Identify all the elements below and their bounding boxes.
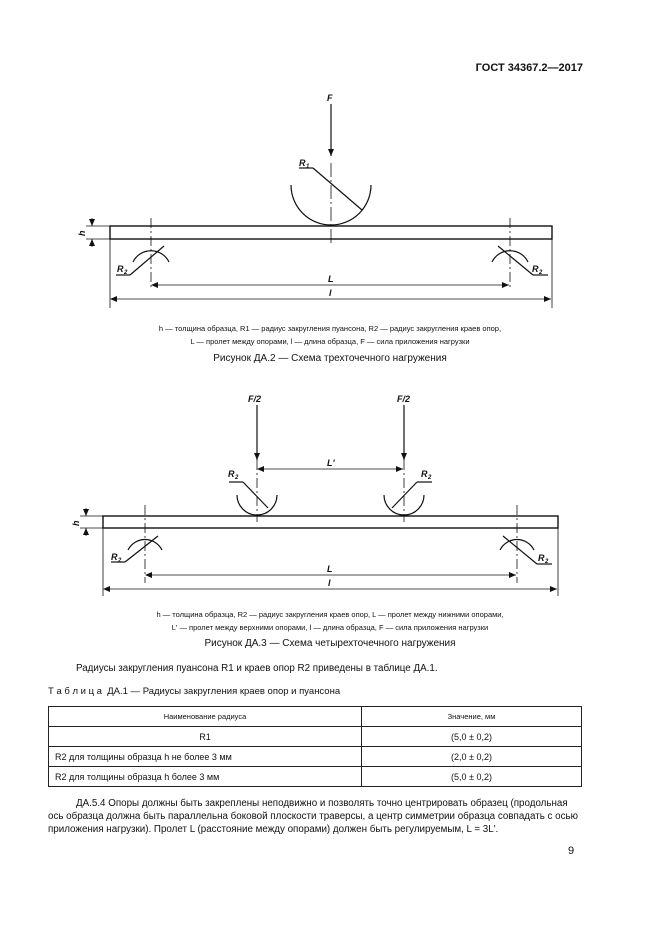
figure2-caption: Рисунок ДА.2 — Схема трехточечного нагружения [213,353,447,364]
figure3-caption: Рисунок ДА.3 — Схема четырехточечного нагружения [204,638,456,649]
label-F2-left: F/2 [248,394,262,404]
label-F: F [327,93,333,103]
paragraph-line3: приложения нагрузки). Пролет L (расстояние между опорами) должен быть регулируемым, L = 3L'. [48,824,499,835]
standard-header: ГОСТ 34367.2—2017 [475,62,583,74]
label-R2-upper-left-sub: 2 [235,475,239,481]
figure-three-point-diagram [0,85,661,310]
paragraph-line2: ось образца должна быть параллельна боковой плоскости траверсы, а центр симметрии образца совпадать с осью [48,811,578,822]
label-R2-upper-right-sub: 2 [428,475,432,481]
specimen-bar [103,516,558,528]
paragraph-line1: ДА.5.4 Опоры должны быть закреплены неподвижно и позволять точно центрировать образец (продольная [76,798,568,809]
label-R2-lower-left-sub: 2 [118,558,122,564]
label-L: L [327,564,333,574]
label-R2-lower-right: R [538,553,545,563]
label-R2-right-sub: 2 [539,270,543,276]
label-l: l [329,288,332,298]
table-row [49,747,582,767]
label-R2-left-sub: 2 [124,270,128,276]
label-R2-left: R [117,264,124,274]
label-F2-right: F/2 [397,394,411,404]
page-number: 9 [568,845,575,857]
figure3-legend [80,608,580,634]
table-cell-name: R2 для толщины образца h более 3 мм [49,767,362,787]
table-cell-value: (2,0 ± 0,2) [362,747,582,767]
figure3-legend-line2: L' — пролет между верхними опорами, l — длина образца, F — сила приложения нагрузки [171,623,489,632]
label-R2-right: R [532,264,539,274]
label-R1: R [299,158,306,168]
paragraph-da-5-4 [48,797,588,836]
label-R2-upper-right: R [421,469,428,479]
figure-four-point-diagram [0,388,661,598]
label-h: h [71,520,81,526]
label-R2-lower-left: R [111,552,118,562]
figure3-legend-line1: h — толщина образца, R2 — радиус закругления краев опор, L — пролет между нижними опорами, [156,610,504,619]
table-row [49,727,582,747]
table-row [49,767,582,787]
figure2-legend [90,322,570,348]
label-h: h [77,230,87,236]
table-header-name: Наименование радиуса [49,707,362,727]
label-L: L [328,274,334,284]
label-R1-sub: 1 [306,164,310,170]
table-header-row [49,707,582,727]
figure2-legend-line2: L — пролет между опорами, l — длина образца, F — сила приложения нагрузки [190,337,470,346]
label-l: l [328,578,331,588]
table-cell-value: (5,0 ± 0,2) [362,727,582,747]
label-Lprime: L' [327,458,335,468]
table-cell-value: (5,0 ± 0,2) [362,767,582,787]
table-cell-name: R2 для толщины образца h не более 3 мм [49,747,362,767]
intro-text: Радиусы закругления пуансона R1 и краев опор R2 приведены в таблице ДА.1. [76,663,438,674]
table-title: Т а б л и ц а ДА.1 — Радиусы закругления краев опор и пуансона [48,686,341,697]
label-R2-upper-left: R [228,469,235,479]
table-header-value: Значение, мм [362,707,582,727]
label-R2-lower-right-sub: 2 [545,559,549,565]
table-cell-name: R1 [49,727,362,747]
figure2-legend-line1: h — толщина образца, R1 — радиус закругления пуансона, R2 — радиус закругления краев опор, [158,324,502,333]
radius-table [48,706,582,787]
